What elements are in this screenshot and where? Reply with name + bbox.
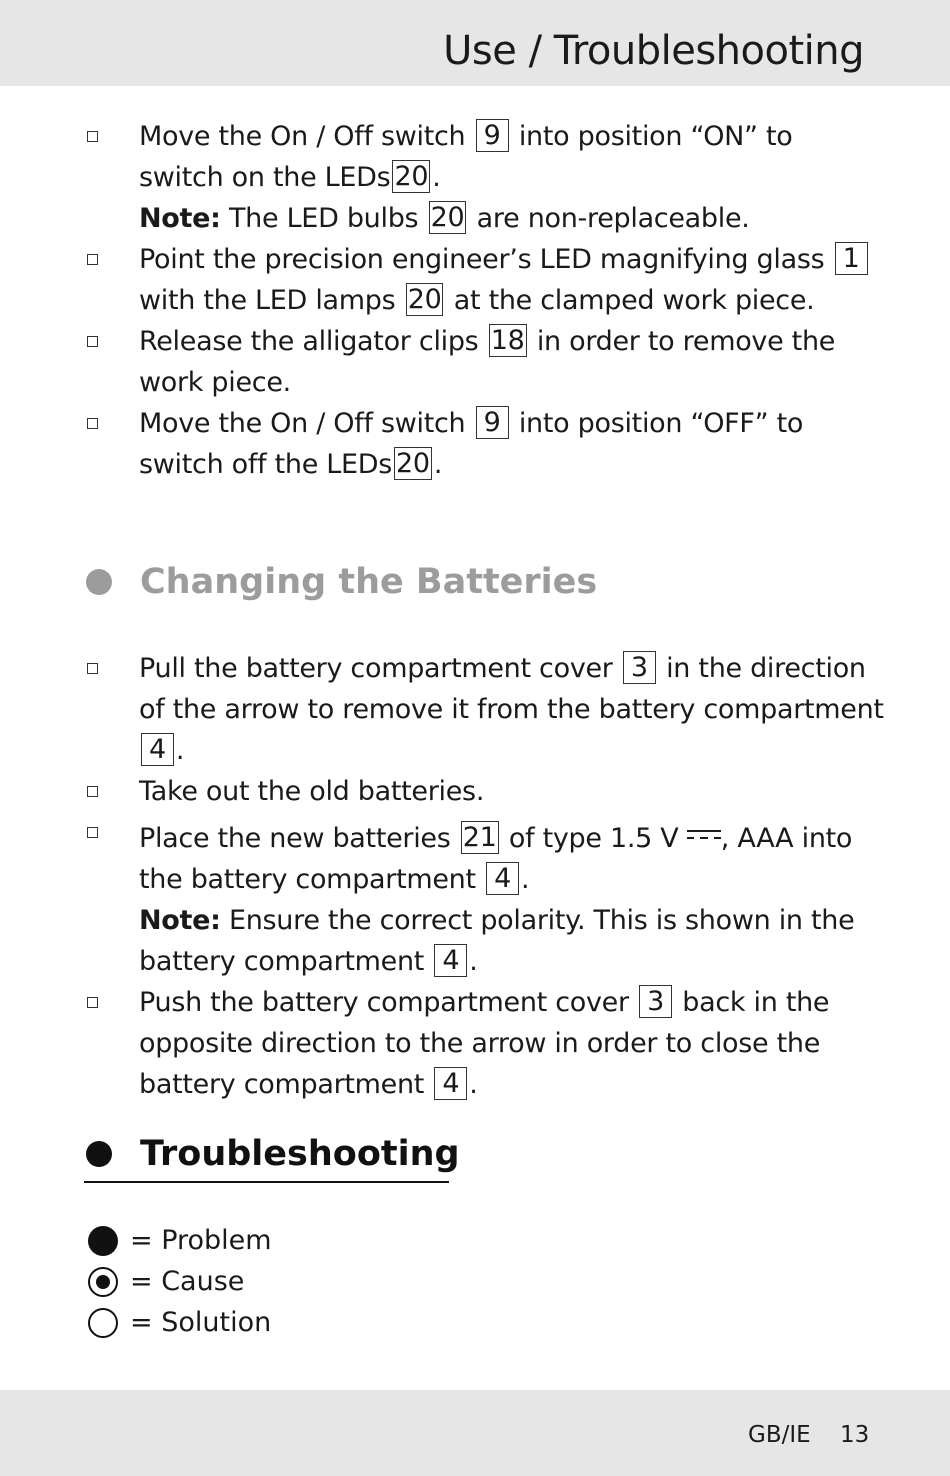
note-label: Note: <box>139 203 221 234</box>
header-title: Use / Troubleshooting <box>443 28 864 74</box>
section-heading-batteries <box>84 562 597 602</box>
use-steps-list <box>84 116 884 485</box>
part-reference: 20 <box>394 161 429 192</box>
list-item: Move the On / Off switch 9 into position “OFF” to switch off the LEDs 20 . <box>84 403 884 485</box>
bullet-icon <box>86 569 112 595</box>
part-reference: 4 <box>486 862 519 895</box>
legend-item-solution: = Solution <box>88 1302 388 1343</box>
part-reference: 20 <box>396 448 430 479</box>
section-title: Changing the Batteries <box>140 562 598 602</box>
empty-circle-icon <box>88 1308 118 1338</box>
filled-circle-icon <box>88 1226 118 1256</box>
checkbox-icon <box>87 663 98 674</box>
checkbox-icon <box>87 336 98 347</box>
checkbox-icon <box>87 131 98 142</box>
page-header <box>0 0 950 86</box>
part-reference: 21 <box>462 822 497 853</box>
note-label: Note: <box>139 905 221 936</box>
list-item: Pull the battery compartment cover 3 in the direction of the arrow to remove it from the battery compartment 4 . <box>84 648 884 771</box>
part-reference: 4 <box>434 944 467 977</box>
region-code: GB/IE <box>748 1422 811 1448</box>
part-reference: 18 <box>490 325 525 356</box>
list-item: Place the new batteries 21 of type 1.5 V , AAA into the battery compartment 4 . Note: Ensure the correct polarity. This is shown in the battery compartment 4 . <box>84 812 884 982</box>
bullet-icon <box>86 1141 112 1167</box>
list-item: Push the battery compartment cover 3 back in the opposite direction to the arrow in order to close the battery compartment 4 . <box>84 982 884 1105</box>
checkbox-icon <box>87 418 98 429</box>
section-heading-troubleshooting <box>84 1134 460 1174</box>
part-reference: 4 <box>141 733 174 766</box>
part-reference: 3 <box>623 651 656 684</box>
part-reference: 20 <box>430 202 465 233</box>
part-reference: 9 <box>476 119 509 152</box>
legend-item-cause: = Cause <box>88 1261 388 1302</box>
symbol-legend <box>88 1220 388 1343</box>
dotted-circle-icon <box>88 1267 118 1297</box>
list-item: Move the On / Off switch 9 into position “ON” to switch on the LEDs 20 . Note: The LED bulbs 20 are non-replaceable. <box>84 116 884 239</box>
part-reference: 1 <box>835 242 868 275</box>
legend-item-problem: = Problem <box>88 1220 388 1261</box>
part-reference: 4 <box>434 1067 467 1100</box>
dc-symbol-icon <box>687 812 721 824</box>
heading-underline <box>84 1181 449 1183</box>
list-item: Release the alligator clips 18 in order to remove the work piece. <box>84 321 884 403</box>
checkbox-icon <box>87 254 98 265</box>
checkbox-icon <box>87 827 98 838</box>
checkbox-icon <box>87 786 98 797</box>
page-number: 13 <box>840 1422 870 1448</box>
list-item: Point the precision engineer’s LED magnifying glass 1 with the LED lamps 20 at the clamped work piece. <box>84 239 884 321</box>
battery-steps-list <box>84 648 884 1105</box>
part-reference: 20 <box>407 284 442 315</box>
list-item: Take out the old batteries. <box>84 771 884 812</box>
page-footer <box>0 1390 950 1476</box>
part-reference: 3 <box>639 985 672 1018</box>
part-reference: 9 <box>476 406 509 439</box>
checkbox-icon <box>87 997 98 1008</box>
section-title: Troubleshooting <box>140 1134 460 1174</box>
